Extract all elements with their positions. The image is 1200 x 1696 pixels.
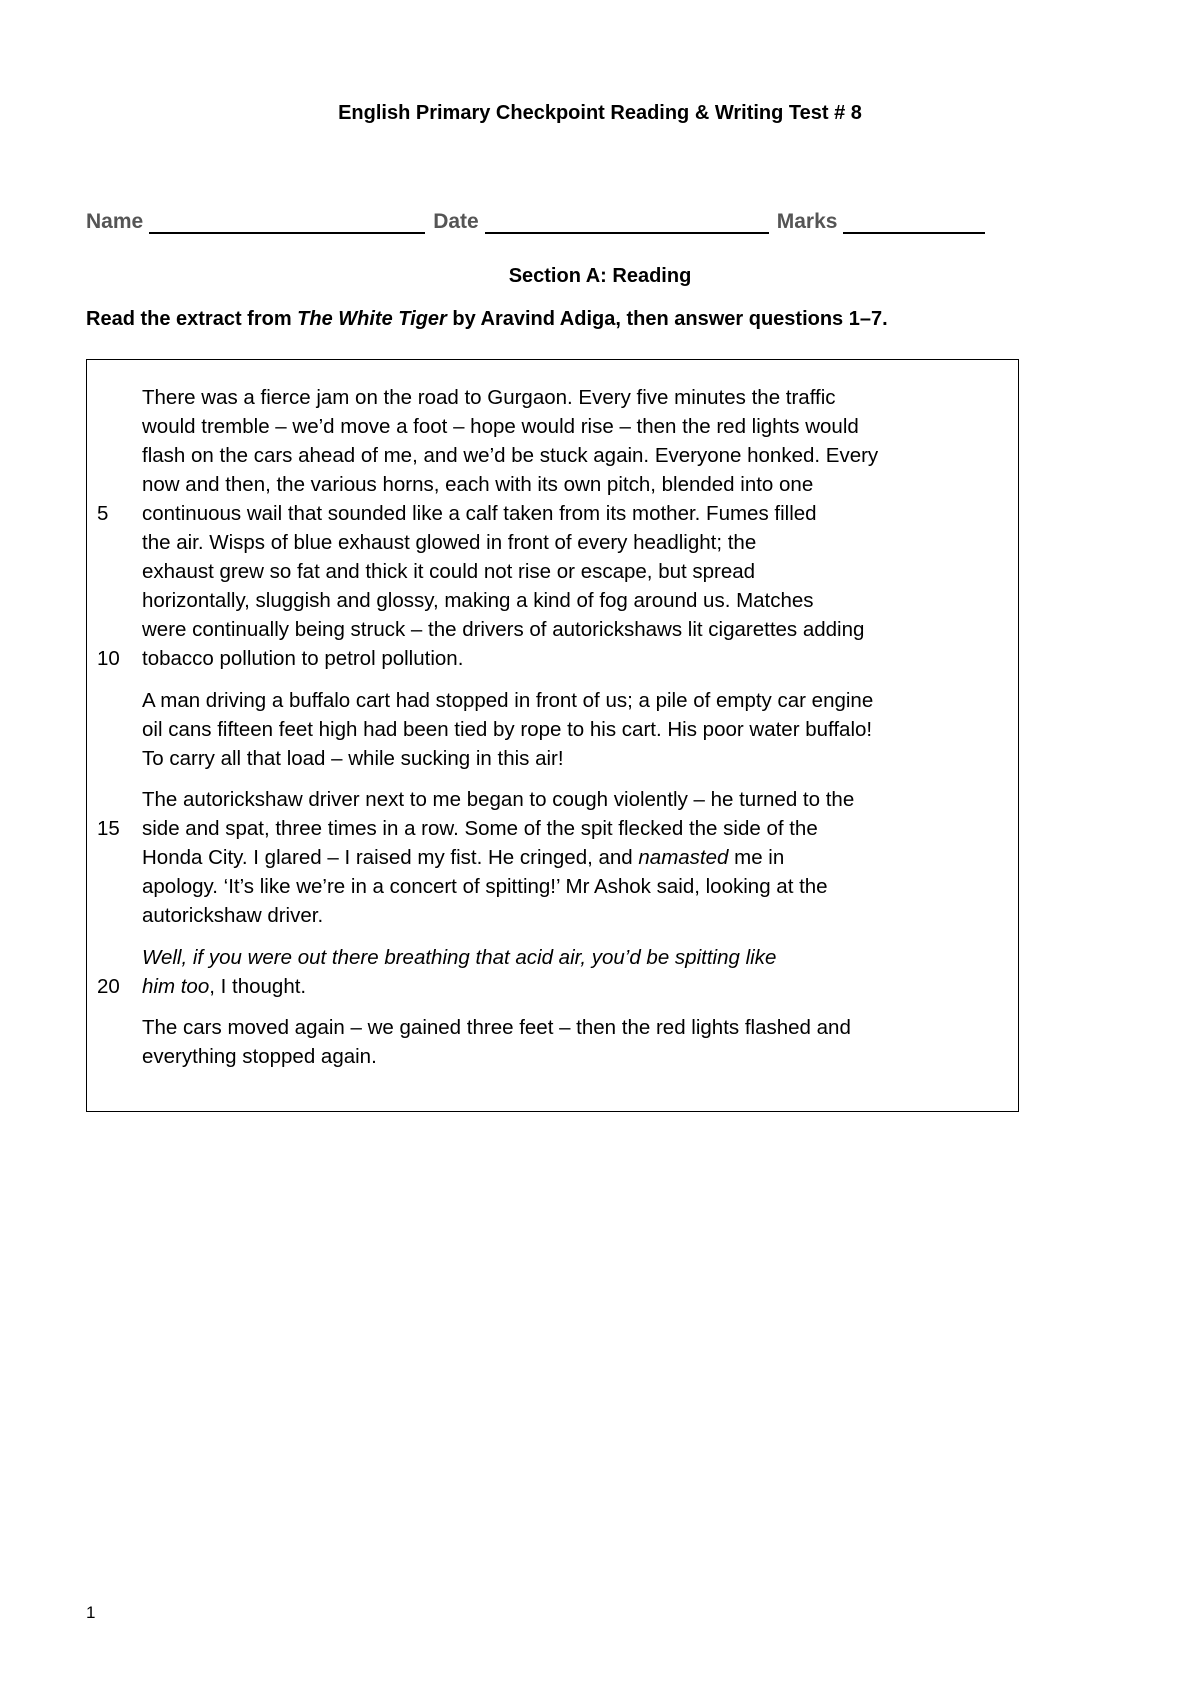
page-number: 1 (86, 1603, 96, 1622)
line-number: 5 (97, 502, 109, 525)
line-text: The cars moved again – we gained three feet – then the red lights flashed and (142, 1016, 851, 1039)
extract-box (86, 359, 1019, 1112)
line-text: were continually being struck – the drivers of autorickshaws lit cigarettes adding (142, 618, 865, 641)
reading-instruction (86, 308, 888, 331)
line-text: A man driving a buffalo cart had stopped in front of us; a pile of empty car engine (142, 689, 874, 712)
instruction-text-end: by Aravind Adiga, then answer questions 1–7. (446, 308, 888, 330)
date-label: Date (433, 210, 479, 233)
marks-label: Marks (776, 210, 838, 233)
line-text: There was a fierce jam on the road to Gurgaon. Every five minutes the traffic (142, 386, 836, 409)
line-text: the air. Wisps of blue exhaust glowed in front of every headlight; the (142, 531, 757, 554)
line-text-end: me in (728, 846, 785, 869)
italic-text: him too (142, 975, 210, 998)
date-field[interactable] (485, 212, 769, 234)
line-text: To carry all that load – while sucking in this air! (142, 747, 564, 770)
line-text: The autorickshaw driver next to me began to cough violently – he turned to the (142, 788, 855, 811)
line-text: continuous wail that sounded like a calf taken from its mother. Fumes filled (142, 502, 817, 525)
line-number: 10 (97, 647, 120, 670)
line-text: now and then, the various horns, each with its own pitch, blended into one (142, 473, 814, 496)
line-text (142, 944, 776, 972)
section-heading: Section A: Reading (508, 265, 692, 287)
line-number: 20 (97, 975, 120, 998)
line-text (142, 973, 306, 1001)
page-title: English Primary Checkpoint Reading & Writing Test # 8 (338, 102, 862, 124)
line-text: horizontally, sluggish and glossy, making a kind of fog around us. Matches (142, 589, 814, 612)
line-text: flash on the cars ahead of me, and we’d be stuck again. Everyone honked. Every (142, 444, 879, 467)
book-title: The White Tiger (297, 308, 447, 330)
line-text: tobacco pollution to petrol pollution. (142, 647, 464, 670)
line-text: autorickshaw driver. (142, 904, 324, 927)
line-text: oil cans fifteen feet high had been tied by rope to his cart. His poor water buffalo! (142, 718, 873, 741)
line-text: apology. ‘It’s like we’re in a concert of spitting!’ Mr Ashok said, looking at the (142, 875, 828, 898)
line-text: exhaust grew so fat and thick it could not rise or escape, but spread (142, 560, 756, 583)
line-text-start: Honda City. I glared – I raised my fist. He cringed, and (142, 846, 639, 869)
line-text: side and spat, three times in a row. Some of the spit flecked the side of the (142, 817, 818, 840)
student-info-line (86, 210, 993, 234)
italic-word: namasted (638, 846, 729, 869)
line-text: would tremble – we’d move a foot – hope would rise – then the red lights would (142, 415, 859, 438)
name-field[interactable] (149, 212, 425, 234)
line-number: 15 (97, 817, 120, 840)
line-text (142, 844, 784, 872)
marks-field[interactable] (843, 212, 985, 234)
line-text-end: , I thought. (209, 975, 307, 998)
instruction-text-start: Read the extract from (86, 308, 298, 330)
italic-text: Well, if you were out there breathing that acid air, you’d be spitting like (142, 946, 777, 969)
line-text: everything stopped again. (142, 1045, 377, 1068)
name-label: Name (86, 210, 144, 233)
